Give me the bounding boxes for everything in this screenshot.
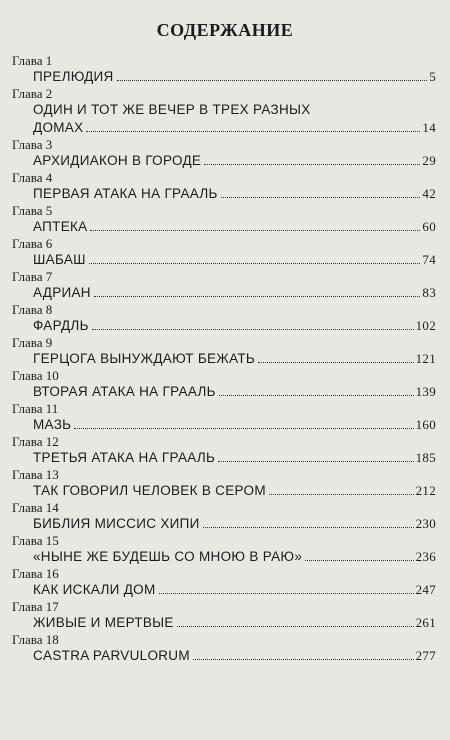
dot-leader [159, 593, 414, 594]
toc-entry [12, 500, 436, 533]
chapter-title: ЖИВЫЕ И МЕРТВЫЕ [33, 615, 174, 630]
dot-leader [221, 197, 421, 198]
chapter-title-line [33, 185, 436, 203]
dot-leader [204, 164, 420, 165]
chapter-title-line [33, 515, 436, 533]
toc-entry [12, 170, 436, 203]
dot-leader [218, 461, 413, 462]
page-number: 5 [429, 69, 436, 84]
toc-entry [12, 401, 436, 434]
chapter-title-line [33, 647, 436, 665]
dot-leader [94, 296, 421, 297]
page-number: 212 [415, 483, 436, 498]
chapter-title-line [33, 581, 436, 599]
dot-leader [305, 560, 413, 561]
chapter-title-line [33, 614, 436, 632]
chapter-title-line [33, 383, 436, 401]
dot-leader [90, 230, 420, 231]
chapter-title: ПРЕЛЮДИЯ [33, 69, 114, 84]
table-of-contents [12, 53, 436, 665]
page-number: 42 [422, 186, 436, 201]
dot-leader [193, 659, 414, 660]
page-number: 60 [422, 219, 436, 234]
chapter-title: ОДИН И ТОТ ЖЕ ВЕЧЕР В ТРЕХ РАЗНЫХ [33, 102, 311, 117]
dot-leader [89, 263, 421, 264]
chapter-label: Глава 11 [12, 401, 59, 416]
chapter-label: Глава 1 [12, 53, 53, 68]
dot-leader [74, 428, 413, 429]
toc-entry [12, 203, 436, 236]
chapter-title: ДОМАХ [33, 120, 84, 135]
chapter-title: ВТОРАЯ АТАКА НА ГРААЛЬ [33, 384, 216, 399]
toc-entry [12, 467, 436, 500]
toc-entry [12, 599, 436, 632]
toc-entry [12, 335, 436, 368]
chapter-title-line [33, 416, 436, 434]
chapter-label: Глава 15 [12, 533, 59, 548]
toc-entry [12, 632, 436, 665]
page-number: 277 [415, 648, 436, 663]
chapter-label: Глава 4 [12, 170, 53, 185]
toc-entry [12, 302, 436, 335]
chapter-label: Глава 13 [12, 467, 59, 482]
chapter-title-line [33, 548, 436, 566]
chapter-title: CASTRA PARVULORUM [33, 648, 190, 663]
toc-entry [12, 269, 436, 302]
page-number: 247 [415, 582, 436, 597]
chapter-title: БИБЛИЯ МИССИС ХИПИ [33, 516, 200, 531]
chapter-title: ФАРДЛЬ [33, 318, 89, 333]
chapter-title: МАЗЬ [33, 417, 72, 432]
page-number: 102 [415, 318, 436, 333]
chapter-label: Глава 8 [12, 302, 53, 317]
page-number: 160 [415, 417, 436, 432]
dot-leader [269, 494, 414, 495]
page-title: СОДЕРЖАНИЕ [156, 20, 294, 40]
page-number: 74 [422, 252, 436, 267]
page-number: 29 [422, 153, 436, 168]
chapter-label: Глава 17 [12, 599, 59, 614]
chapter-label: Глава 14 [12, 500, 59, 515]
dot-leader [86, 131, 420, 132]
chapter-title-line [33, 218, 436, 236]
chapter-label: Глава 10 [12, 368, 59, 383]
chapter-title-line [33, 68, 436, 86]
chapter-title: АДРИАН [33, 285, 91, 300]
chapter-title: АПТЕКА [33, 219, 88, 234]
chapter-title-line [33, 449, 436, 467]
chapter-label: Глава 16 [12, 566, 59, 581]
chapter-title-line [33, 284, 436, 302]
page-number: 121 [415, 351, 436, 366]
toc-entry [12, 368, 436, 401]
dot-leader [92, 329, 414, 330]
chapter-label: Глава 2 [12, 86, 53, 101]
toc-entry [12, 86, 436, 137]
chapter-label: Глава 5 [12, 203, 53, 218]
dot-leader [177, 626, 414, 627]
chapter-title-line [33, 251, 436, 269]
chapter-title: ПЕРВАЯ АТАКА НА ГРААЛЬ [33, 186, 218, 201]
chapter-label: Глава 6 [12, 236, 53, 251]
page-number: 139 [415, 384, 436, 399]
chapter-title: «НЫНЕ ЖЕ БУДЕШЬ СО МНОЮ В РАЮ» [33, 549, 303, 564]
chapter-title-line [33, 317, 436, 335]
chapter-label: Глава 18 [12, 632, 59, 647]
chapter-title: ТРЕТЬЯ АТАКА НА ГРААЛЬ [33, 450, 216, 465]
chapter-title: КАК ИСКАЛИ ДОМ [33, 582, 156, 597]
chapter-title-line [33, 482, 436, 500]
chapter-label: Глава 12 [12, 434, 59, 449]
chapter-title: ТАК ГОВОРИЛ ЧЕЛОВЕК В СЕРОМ [33, 483, 266, 498]
chapter-title: АРХИДИАКОН В ГОРОДЕ [33, 153, 202, 168]
dot-leader [258, 362, 414, 363]
dot-leader [219, 395, 414, 396]
page-number: 83 [422, 285, 436, 300]
page-number: 14 [422, 120, 436, 135]
page-number: 261 [415, 615, 436, 630]
page-number: 185 [415, 450, 436, 465]
toc-entry [12, 566, 436, 599]
toc-entry [12, 137, 436, 170]
dot-leader [203, 527, 414, 528]
chapter-label: Глава 9 [12, 335, 53, 350]
toc-entry [12, 236, 436, 269]
chapter-label: Глава 3 [12, 137, 53, 152]
chapter-label: Глава 7 [12, 269, 53, 284]
chapter-title: ШАБАШ [33, 252, 86, 267]
chapter-title-line [33, 119, 436, 137]
chapter-title-line [33, 350, 436, 368]
toc-entry [12, 533, 436, 566]
chapter-title-line [33, 152, 436, 170]
page-number: 230 [415, 516, 436, 531]
page-number: 236 [415, 549, 436, 564]
toc-entry [12, 53, 436, 86]
chapter-title: ГЕРЦОГА ВЫНУЖДАЮТ БЕЖАТЬ [33, 351, 256, 366]
toc-entry [12, 434, 436, 467]
dot-leader [117, 80, 428, 81]
chapter-title-line [33, 101, 436, 119]
